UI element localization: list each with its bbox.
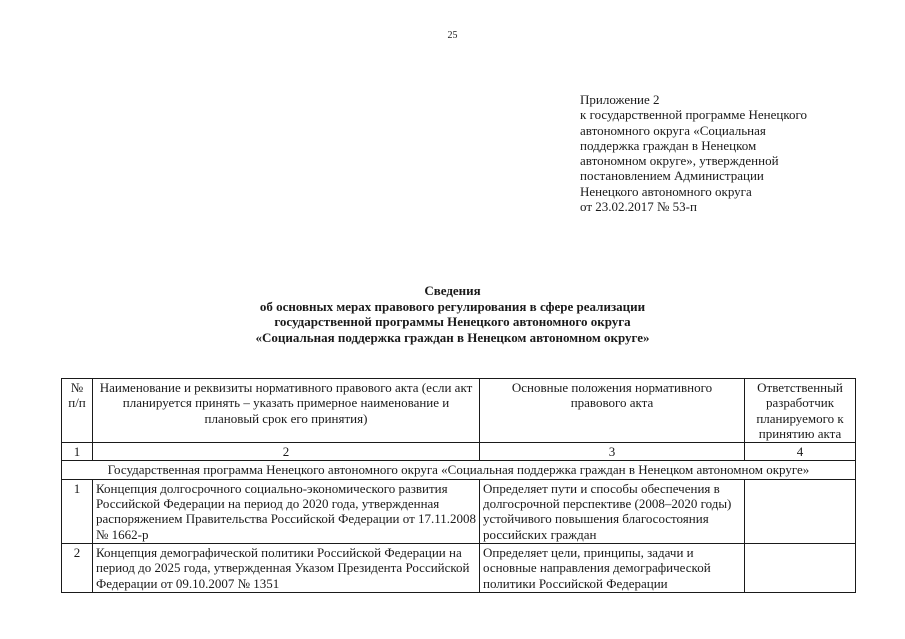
appendix-line: к государственной программе Ненецкого xyxy=(580,107,808,123)
header-act-name: Наименование и реквизиты нормативного правового акта (если акт планируется принять – указать примерное наименование и плановый срок его принятия) xyxy=(93,379,480,443)
act-provisions: Определяет пути и способы обеспечения в долгосрочной перспективе (2008–2020 годы) устойчивого повышения благосостояния российских граждан xyxy=(480,479,745,543)
row-number: 1 xyxy=(62,479,93,543)
document-heading xyxy=(0,283,905,345)
column-number: 2 xyxy=(93,443,480,461)
measures-table xyxy=(61,378,856,593)
heading-line: государственной программы Ненецкого автономного округа xyxy=(274,314,631,329)
appendix-line: постановлением Администрации xyxy=(580,168,764,184)
appendix-line: поддержка граждан в Ненецком xyxy=(580,137,757,153)
appendix-line: автономном округе», утвержденной xyxy=(580,153,779,169)
column-number: 3 xyxy=(480,443,745,461)
table-row xyxy=(62,543,856,592)
page-number: 25 xyxy=(447,30,458,41)
appendix-line: Приложение 2 xyxy=(580,92,660,107)
appendix-line: Ненецкого автономного округа xyxy=(580,183,752,199)
header-provisions: Основные положения нормативного правового акта xyxy=(480,379,745,443)
column-number: 1 xyxy=(62,443,93,461)
section-row xyxy=(62,461,856,479)
table-row xyxy=(62,479,856,543)
column-number: 4 xyxy=(745,443,856,461)
act-name: Концепция демографической политики Российской Федерации на период до 2025 года, утвержденная Указом Президента Российской Федерации от 09.10.2007 № 1351 xyxy=(93,543,480,592)
act-name: Концепция долгосрочного социально-экономического развития Российской Федерации на период до 2020 года, утвержденная распоряжением Правительства Российской Федерации от 17.11.2008 № 1662-р xyxy=(93,479,480,543)
column-numbers-row xyxy=(62,443,856,461)
appendix-line: автономного округа «Социальная xyxy=(580,122,766,138)
act-provisions: Определяет цели, принципы, задачи и основные направления демографической политики Российской Федерации xyxy=(480,543,745,592)
header-number: № п/п xyxy=(62,379,93,443)
act-developer xyxy=(745,543,856,592)
heading-line: Сведения xyxy=(424,283,481,298)
appendix-line: от 23.02.2017 № 53-п xyxy=(580,199,697,215)
table-header-row xyxy=(62,379,856,443)
heading-line: об основных мерах правового регулирования в сфере реализации xyxy=(259,298,646,314)
section-title: Государственная программа Ненецкого автономного округа «Социальная поддержка граждан в Ненецком автономном округе» xyxy=(62,461,856,479)
act-developer xyxy=(745,479,856,543)
appendix-block xyxy=(580,92,880,214)
row-number: 2 xyxy=(62,543,93,592)
heading-line: «Социальная поддержка граждан в Ненецком автономном округе» xyxy=(255,329,650,345)
header-developer: Ответственный разработчик планируемого к принятию акта xyxy=(745,379,856,443)
